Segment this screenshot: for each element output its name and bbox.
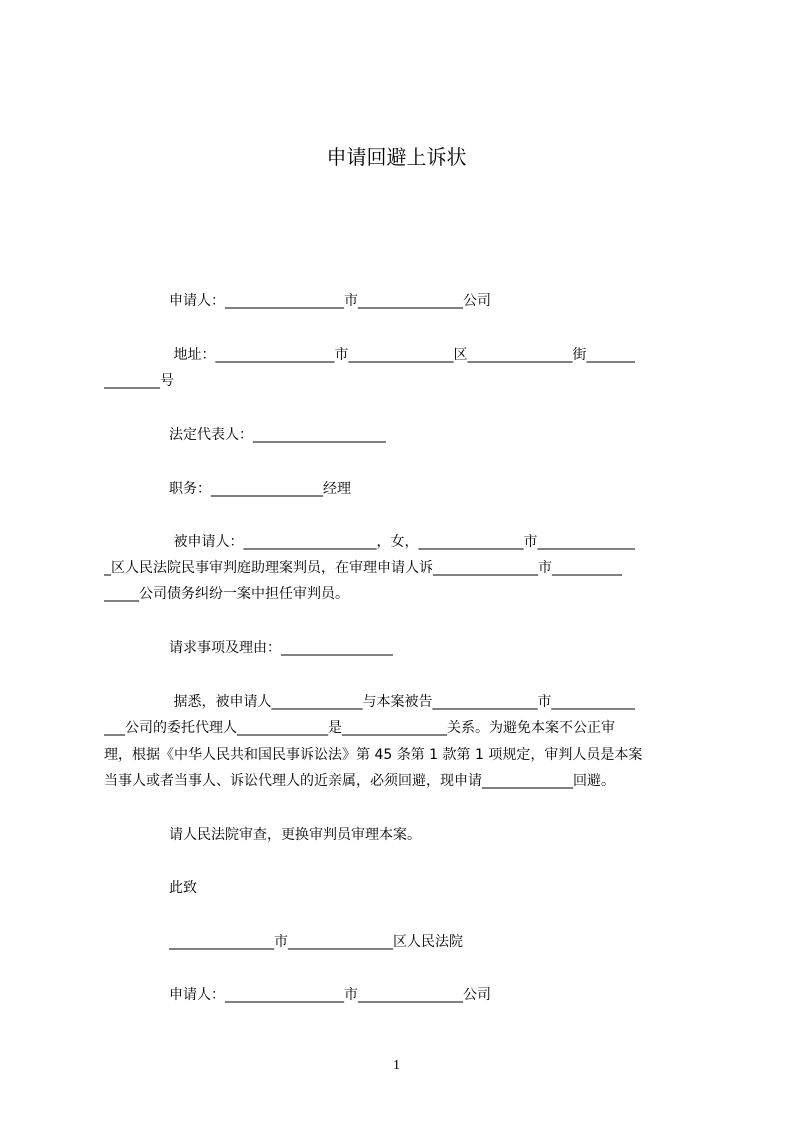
reason-line-4: 当事人或者当事人、诉讼代理人的近亲属，必须回避，现申请_____________回避。 [104, 773, 615, 789]
reason-line-3: 理，根据《中华人民共和国民事诉讼法》第 45 条第 1 款第 1 项规定，审判人员是本案 [104, 747, 643, 763]
legal-representative-line: 法定代表人：___________________ [169, 427, 386, 443]
reason-line-2: ___公司的委托代理人_____________是_______________关系。为避免本案不公正审 [104, 720, 615, 736]
respondent-line-3: _____公司债务纠纷一案中担任审判员。 [104, 586, 349, 602]
court-line: _______________市_______________区人民法院 [169, 934, 463, 950]
applicant-signature-line: 申请人：_________________市_______________公司 [169, 987, 491, 1003]
salutation-line: 此致 [169, 880, 197, 896]
address-line-2: ________号 [104, 373, 174, 389]
page-number: 1 [393, 1058, 400, 1073]
closing-request-line: 请人民法院审查，更换审判员审理本案。 [169, 827, 421, 843]
reason-line-1: 据悉，被申请人_____________与本案被告_______________市____________ [169, 694, 636, 710]
document-title: 申请回避上诉状 [326, 145, 467, 169]
position-line: 职务：________________经理 [169, 481, 351, 497]
request-label-line: 请求事项及理由：________________ [169, 640, 393, 656]
respondent-line-1: 被申请人：___________________，女，_______________市______________ [169, 534, 636, 550]
applicant-line: 申请人：_________________市_______________公司 [169, 293, 491, 309]
address-line-1: 地址：_________________市_______________区_______________街_______ [169, 347, 636, 363]
respondent-line-2: _区人民法院民事审判庭助理案判员，在审理申请人诉_______________市__________ [104, 560, 622, 576]
